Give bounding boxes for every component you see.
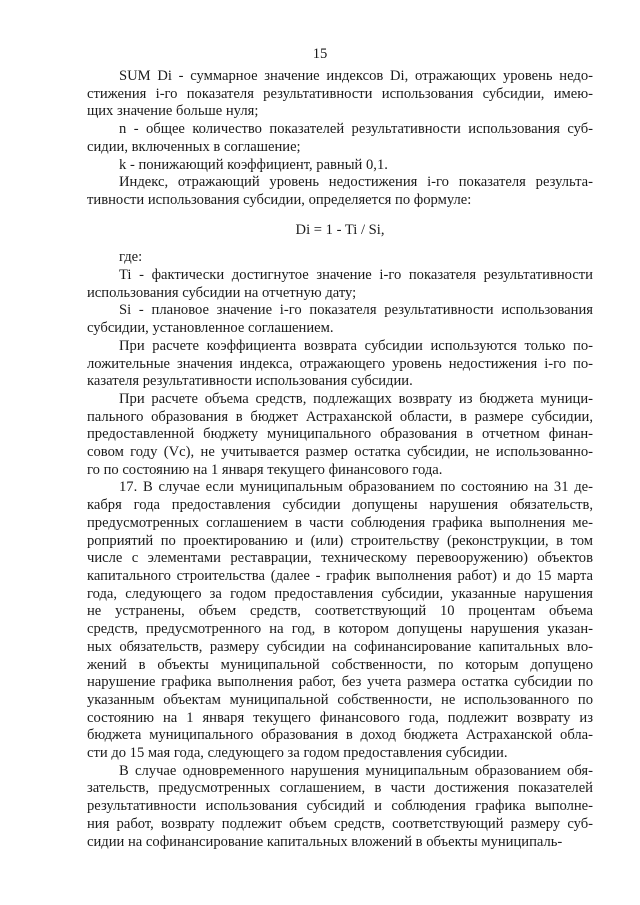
text-line: капитального строительства (далее - график выполнения работ) и до 15 марта [87,567,593,584]
text-line: предоставленной бюджету муниципального образования в отчетном финан- [87,426,593,443]
paragraph-p3 [87,157,593,175]
text-line: го по состоянию на 1 января текущего финансового года. [87,461,443,478]
text-line: числе с элементами реставрации, техническому перевооружению) объектов [87,550,593,567]
paragraph-p5 [87,267,593,302]
text-line: жений в объекты муниципальной собственности, по которым допущено [87,656,593,673]
text-line: года, следующего за годом предоставления субсидии, указанные нарушения [87,585,593,602]
text-line: не устранены, объем средств, соответствующий 10 процентам объема [87,603,593,620]
text-line: субсидии, установленное соглашением. [87,320,334,337]
text-line: тивности использования субсидии, определяется по формуле: [87,191,472,208]
paragraph-p2 [87,121,593,156]
text-line: ных обязательств, размеру субсидии на софинансирование капитальных вло- [87,638,593,655]
page-number: 15 [312,46,328,62]
text-line: состоянию на 1 января текущего финансового года, подлежит возврату из [87,709,593,726]
paragraph-p7 [87,338,593,391]
text-line: ложительные значения индекса, отражающего уровень недостижения i-го по- [87,355,593,372]
where-label: где: [119,249,143,266]
text-line: нарушение графика выполнения работ, без учета размера остатка субсидии по [87,674,593,691]
text-line: Индекс, отражающий уровень недостижения i-го показателя результа- [119,174,593,191]
paragraph-p8 [87,391,593,480]
text-group-main [87,267,593,851]
paragraph-p6 [87,302,593,337]
text-line: пального образования в бюджет Астраханской области, в размере субсидии, [87,408,593,425]
text-line: кабря года предоставления субсидии допущены нарушения обязательств, [87,497,593,514]
text-line: сти до 15 мая года, следующего за годом предоставления субсидии. [87,745,508,762]
paragraph-p9 [87,479,593,762]
text-line: SUM Di - суммарное значение индексов Di, отражающих уровень недо- [119,68,593,84]
text-line: использования субсидии на отчетную дату; [87,284,357,301]
text-line: средств, предусмотренного на год, в котором допущены нарушения указан- [87,621,593,638]
text-line: k - понижающий коэффициент, равный 0,1. [119,156,388,173]
document-body [87,68,593,851]
text-line: зательств, предусмотренных соглашением, в части достижения показателей [87,780,593,797]
text-line: результативности использования субсидий и соблюдения графика выполне- [87,798,593,815]
text-line: При расчете коэффициента возврата субсидии используются только по- [119,337,593,354]
text-line: роприятий по проектированию и (или) строительству (реконструкции, в том [87,532,593,549]
text-group-definitions [87,68,593,210]
formula: Di = 1 - Ti / Si, [295,221,385,238]
text-line: казателя результативности использования субсидии. [87,373,413,390]
text-line: совом году (Vc), не учитывается размер остатка субсидии, не использованно- [87,444,593,461]
text-line: бюджета муниципального образования в доход бюджета Астраханской обла- [87,727,593,744]
text-line: Si - плановое значение i-го показателя результативности использования [119,302,593,319]
text-line: стижения i-го показателя результативности использования субсидии, имею- [87,85,593,102]
text-line: щих значение больше нуля; [87,103,259,120]
paragraph-p4 [87,174,593,209]
text-line: указанным объектам муниципальной собственности, не использованного по [87,691,593,708]
text-line: ния работ, возврату подлежит объем средств, соответствующий размеру суб- [87,815,593,832]
text-line: предусмотренных соглашением в части соблюдения графика выполнения ме- [87,514,593,531]
text-line: В случае одновременного нарушения муниципальным образованием обя- [119,762,593,779]
text-line: сидии на софинансирование капитальных вложений в объекты муниципаль- [87,833,563,850]
text-line: При расчете объема средств, подлежащих возврату из бюджета муници- [119,390,593,407]
text-line: 17. В случае если муниципальным образованием по состоянию на 31 де- [119,479,593,496]
text-line: Ti - фактически достигнутое значение i-го показателя результативности [119,267,593,284]
text-line: n - общее количество показателей результативности использования суб- [119,121,593,138]
paragraph-p1 [87,68,593,121]
paragraph-p10 [87,763,593,852]
text-line: сидии, включенных в соглашение; [87,138,301,155]
